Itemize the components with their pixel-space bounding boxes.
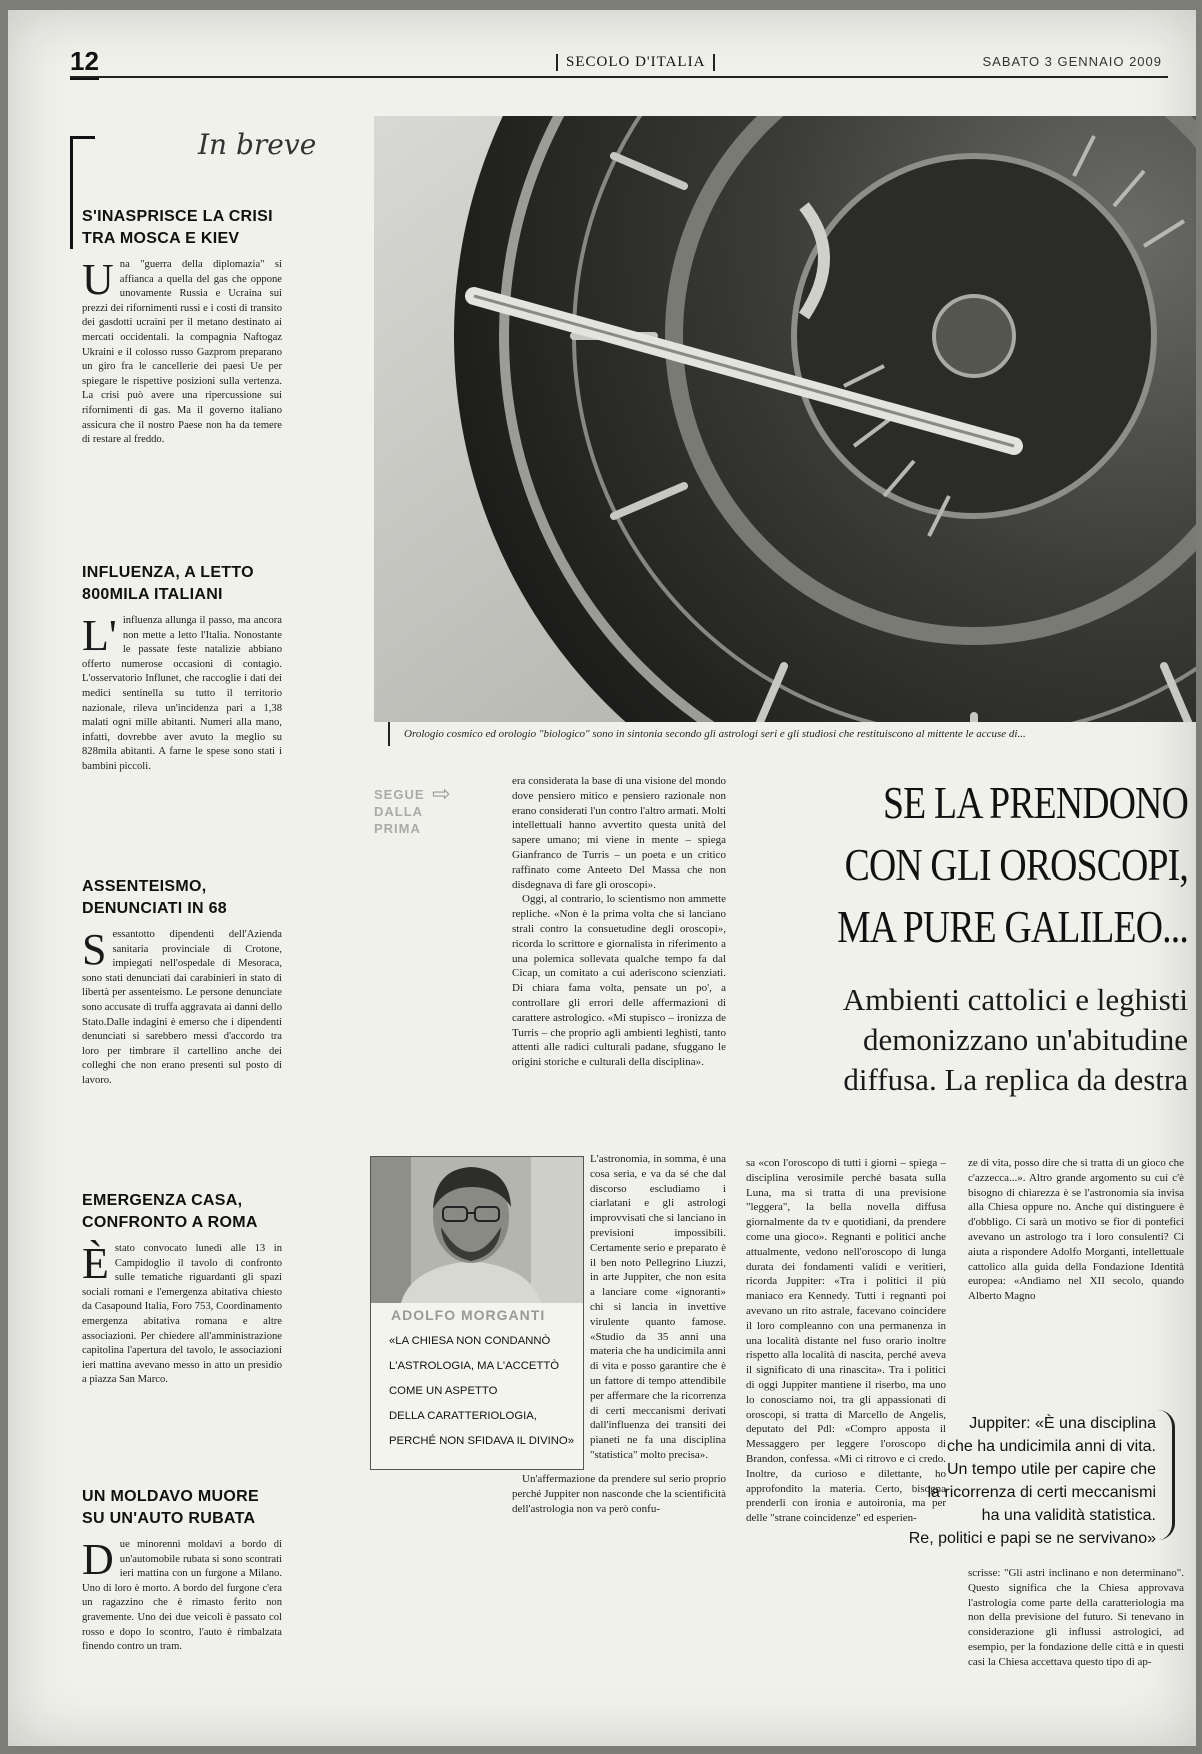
interviewee-name: ADOLFO MORGANTI <box>391 1307 546 1323</box>
article-column-3-top <box>968 1156 1184 1406</box>
brief-text: Èstato convocato lunedì alle 13 in Campidoglio il tavolo di confronto sulle tematiche riguardanti gli spazi sociali romani e l'emergenza abitativa chiesto da Casapound Italia, Foro 753, Coordinamento emergenza abitativa romana e altre associazioni. Per chiedere all'amministrazione capitolina l'apertura del tavolo, le associazioni ieri mattina avevano messo in atto un presidio a piazza San Marco. <box>82 1239 282 1386</box>
article-column-1-side <box>590 1152 726 1470</box>
article-column-1-bottom <box>512 1472 726 1708</box>
brief-item <box>82 1190 282 1388</box>
article-paragraph: Oggi, al contrario, lo scientismo non ammette repliche. «Non è la prima volta che si lanciano strali contro la consuetudine degli oroscopi», ricorda lo scrittore e giornalista in riferimento a una polemica sollevata qualche tempo fa dal Cicap, un comitato a cui aderiscono scienziati. Di chiara fama volta, pensate un po', a controllare gli errori delle affermazioni di carattere astrologico. «Mi stupisco – ironizza de Turris – che proprio agli ambienti leghisti, tanto attenti alle radici culturali padane, sfuggano le origini storiche e culturali della disciplina». <box>512 893 726 1069</box>
headline-line: CON GLI OROSCOPI, <box>844 839 1188 890</box>
brief-text: L'influenza allunga il passo, ma ancora non mette a letto l'Italia. Nonostante le passate feste natalizie abbiano offerto numerose occasioni di contagio. L'osservatorio Influnet, che raccoglie i dati dei medici sentinella su tutto il territorio nazionale, rileva un'incidenza pari a 1,38 malati ogni mille abitanti. Numeri alla mano, infatti, dovrebbe aver avuto la meglio su 828mila abitanti. A farne le spese sono stati i bambini piccoli. <box>82 611 282 772</box>
subhead-line: demonizzano un'abitudine <box>863 1022 1188 1057</box>
brief-item <box>82 562 282 775</box>
pull-quote <box>888 1412 1156 1550</box>
subhead-line: diffusa. La replica da destra <box>843 1062 1188 1097</box>
brief-text: Due minorenni moldavi a bordo di un'automobile rubata si sono scontrati ieri mattina con un furgone a Milano. Uno di loro è morto. A bordo del furgone c'era un ragazzino che è rimasto ferito non gravemente. Uno dei due veicoli è passato col rosso e dopo lo scontro, l'auto è rimbalzata finendo contro un tram. <box>82 1535 282 1653</box>
header-rule <box>70 76 1168 78</box>
brief-title: INFLUENZA, A LETTO 800MILA ITALIANI <box>82 564 254 603</box>
article-paragraph: ze di vita, posso dire che si tratta di un gioco che c'azzecca...». Altro grande argomento su cui c'è bisogno di chiarezza è se l'astronomia sia invisa alla Chiesa oppure no. Anche qui distinguere è d'obbligo. Ci sarà un motivo se fior di pontefici avevano un astrologo tra i loro consulenti? Ci aiuta a rispondere Adolfo Morganti, intellettuale cattolico alla guida della Fondazione Identità europea: «Andiamo nel XII secolo, quando Alberto Magno <box>968 1157 1184 1303</box>
headline-line: SE LA PRENDONO <box>883 777 1188 828</box>
subhead-line: Ambienti cattolici e leghisti <box>842 982 1188 1017</box>
article-paragraph: sa «con l'oroscopo di tutti i giorni – spiega – disciplina verosimile perché basata sulla Luna, ma si tratta di una previsione "leggera", la bella novella diffusa giornalmente da tv e quotidiani, da prendere come una gioco». Regnanti e politici anche attualmente, vedono nell'oroscopo di lunga durata dei fondamenti validi e veritieri, ricorda Juppiter: «Tra i politici il più maniaco era Kennedy. Tutti i regnanti poi avevano un rito astrale, facevano coincidere il loro compleanno con una permanenza in una località distante nel fuso orario inoltre rispetto alla località di nascita, perché aveva il significato di una rinascita». Tra i politici di oggi Juppiter mantiene il riserbo, ma uno lo conosciamo noi, tra gli appassionati di oroscopi, si tratta di Marcello de Angelis, deputato del Pdl: «Compro apposta il Messaggero per leggere l'oroscopo di Brandon, confessa. «Mi ci ritrovo e ci credo. Inoltre, da curioso e dilettante, ho approfondito la materia. Certo, bisogna prenderli con ironia e autoironia, ma per delle "strane coincidenze" ed esperien- <box>746 1157 946 1525</box>
brief-item <box>82 876 282 1089</box>
caption-bar <box>388 722 390 746</box>
quote-line: DELLA CARATTERIOLOGIA, <box>389 1410 537 1422</box>
portrait-photo <box>371 1157 583 1303</box>
clock-illustration <box>374 116 1196 722</box>
quote-line: «LA CHIESA NON CONDANNÒ <box>389 1335 551 1347</box>
interviewee-quote <box>389 1329 579 1454</box>
brief-item <box>82 1486 282 1655</box>
interview-portrait-box <box>370 1156 584 1470</box>
pull-quote-line: la ricorrenza di certi meccanismi <box>927 1484 1156 1501</box>
brief-title: EMERGENZA CASA, CONFRONTO A ROMA <box>82 1192 258 1231</box>
brief-title: UN MOLDAVO MUORE SU UN'AUTO RUBATA <box>82 1488 259 1527</box>
brief-text: Una "guerra della diplomazia" si affianca a quella del gas che oppone unovamente Russia e Ucraina sui prezzi dei rifornimenti russi e i costi di transito dei gasdotti ucraini per il metano destinato ai mercati occidentali. la compagnia Naftogaz Ukraini e il colosso russo Gazprom preparano un giro fra le cancellerie dei paesi Ue per spiegare le rispettive posizioni sulla vertenza. La crisi può avere una ripercussione sui rifornimenti di gas. Ma il governo italiano assicura che il nostro Paese non ha da temere di restare al freddo. <box>82 255 282 446</box>
astronomical-clock-photo <box>374 116 1196 722</box>
pull-quote-line: Juppiter: «È una disciplina <box>969 1415 1156 1432</box>
article-paragraph: Un'affermazione da prendere sul serio proprio perché Juppiter non nasconde che la scientificità dell'astrologia non va però confu- <box>512 1473 726 1515</box>
quote-line: COME UN ASPETTO <box>389 1385 498 1397</box>
masthead: SECOLO D'ITALIA <box>556 54 715 71</box>
article-column-1-top <box>512 774 726 1146</box>
brief-title: S'INASPRISCE LA CRISI TRA MOSCA E KIEV <box>82 208 273 247</box>
brief-title: ASSENTEISMO, DENUNCIATI IN 68 <box>82 878 227 917</box>
pull-quote-line: che ha undicimila anni di vita. <box>946 1438 1156 1455</box>
pull-quote-line: Re, politici e papi se ne servivano» <box>908 1530 1156 1547</box>
quote-line: PERCHÉ NON SFIDAVA IL DIVINO» <box>389 1435 574 1447</box>
brief-text: Sessantotto dipendenti dell'Azienda sanitaria provinciale di Crotone, impiegati nell'ospedale di Mesoraca, sono stati denunciati dai carabinieri in stato di libertà per assenteismo. Le persone denunciate sono accusate di truffa aggravata ai danni dello Stato.Dalle indagini è emerso che i dipendenti denunciati si sarebbero messi d'accordo tra loro per timbrare il cartellino anche dei colleghi che non erano presenti sul posto di lavoro. <box>82 925 282 1086</box>
article-column-3-bottom <box>968 1566 1184 1710</box>
quote-line: L'ASTROLOGIA, MA L'ACCETTÒ <box>389 1360 560 1372</box>
pull-quote-line: Un tempo utile per capire che <box>947 1461 1156 1478</box>
article-paragraph: L'astronomia, in somma, è una cosa seria, e va da sé che dal discorso escludiamo i ciarlatani e gli astrologi improvvisati che si lanciano in previsioni impossibili. Certamente serio e preparato è il ben noto Pellegrino Liuzzi, in arte Juppiter, che non esita a lanciare come «ignoranti» chi si lancia in invettive virulente quanto famose. «Studio da 35 anni una materia che ha undicimila anni di vita e posso garantire che è un fattore di tempo attendibile per affermare che la ricorrenza di certi meccanismi derivati dall'influenza dei transiti dei pianeti ne fa una disciplina "statistica" molto precisa». <box>590 1153 726 1461</box>
headline-line: MA PURE GALILEO... <box>837 901 1188 952</box>
article-headline <box>827 772 1188 958</box>
segue-line: SEGUE <box>374 787 425 802</box>
newspaper-page <box>8 10 1196 1746</box>
continued-from-front-label <box>374 786 425 837</box>
pull-quote-bracket <box>1158 1410 1175 1540</box>
brief-item <box>82 206 282 448</box>
person-portrait-icon <box>371 1157 583 1303</box>
page-number: 12 <box>70 46 99 80</box>
article-paragraph: scrisse: "Gli astri inclinano e non determinano". Questo significa che la Chiesa approvava l'astrologia come parte della caratteriologia ma non della previsione del futuro. Si tenevano in considerazione gli influssi astrologici, ad esempio, per la fondazione delle città e in questi casi la Chiesa accettava questo tipo di ap- <box>968 1567 1184 1668</box>
issue-date: SABATO 3 GENNAIO 2009 <box>982 54 1162 69</box>
pull-quote-line: ha una validità statistica. <box>981 1507 1156 1524</box>
arrow-right-icon: ⇨ <box>432 782 451 807</box>
segue-line: PRIMA <box>374 821 421 836</box>
article-subheadline <box>778 980 1188 1100</box>
section-label: In breve <box>198 128 317 161</box>
segue-line: DALLA <box>374 804 424 819</box>
photo-caption: Orologio cosmico ed orologio "biologico" sono in sintonia secondo gli astrologi seri e gli studiosi che restituiscono al mittente le accuse di... <box>404 728 1026 740</box>
article-paragraph: era considerata la base di una visione del mondo dove pensiero mitico e pensiero razionale non erano considerati l'un contro l'altro armati. Molti intellettuali hanno avvertito questa unità del sapere umano; mi viene in mente – spiega Gianfranco de Turris – un poeta e un critico raffinato come Anteeto Del Massa che non disdegnava di fare gli oroscopi». <box>512 775 726 891</box>
